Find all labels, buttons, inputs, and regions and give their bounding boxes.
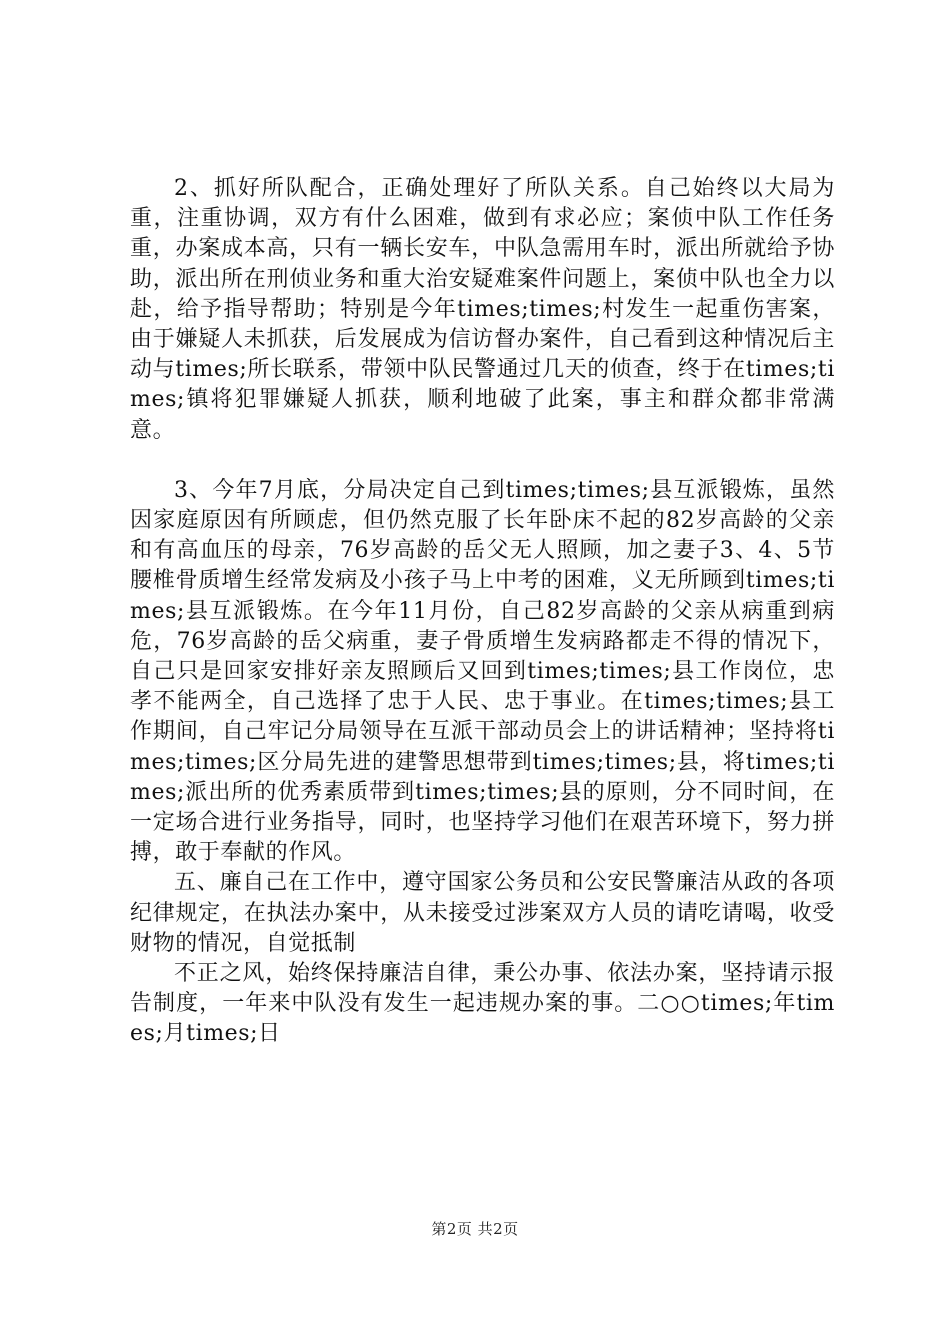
- paragraph-spacer: [130, 446, 835, 476]
- paragraph-exchange-training: 3、今年7月底，分局决定自己到times;times;县互派锻炼，虽然因家庭原因有所顾虑，但仍然克服了长年卧床不起的82岁高龄的父亲和有高血压的母亲，76岁高龄的岳父无人照顾，加之妻子3、4、5节腰椎骨质增生经常发病及小孩子马上中考的困难，义无所顾到times;times;县互派锻炼。在今年11月份，自己82岁高龄的父亲从病重到病危，76岁高龄的岳父病重，妻子骨质增生发病路都走不得的情况下，自己只是回家安排好亲友照顾后又回到times;times;县工作岗位，忠孝不能两全，自己选择了忠于人民、忠于事业。在times;times;县工作期间，自己牢记分局领导在互派干部动员会上的讲话精神；坚持将times;times;区分局先进的建警思想带到times;times;县，将times;times;派出所的优秀素质带到times;times;县的原则，分不同时间，在一定场合进行业务指导，同时，也坚持学习他们在艰苦环境下，努力拼搏，敢于奉献的作风。: [130, 477, 835, 866]
- paragraph-integrity: 五、廉自己在工作中，遵守国家公务员和公安民警廉洁从政的各项纪律规定，在执法办案中，从未接受过涉案双方人员的请吃请喝，收受财物的情况，自觉抵制: [130, 870, 835, 956]
- paragraph-cooperation: 2、抓好所队配合，正确处理好了所队关系。自己始终以大局为重，注重协调，双方有什么困难，做到有求必应；案侦中队工作任务重，办案成本高，只有一辆长安车，中队急需用车时，派出所就给予协助，派出所在刑侦业务和重大治安疑难案件问题上，案侦中队也全力以赴，给予指导帮助；特别是今年times;times;村发生一起重伤害案，由于嫌疑人未抓获，后发展成为信访督办案件，自己看到这种情况后主动与times;所长联系，带领中队民警通过几天的侦查，终于在times;times;镇将犯罪嫌疑人抓获，顺利地破了此案，事主和群众都非常满意。: [130, 176, 835, 443]
- page-footer: 第2页 共2页: [431, 1220, 519, 1238]
- paragraph-closing: 不正之风，始终保持廉洁自律，秉公办事、依法办案，坚持请示报告制度，一年来中队没有发生一起违规办案的事。二○○times;年times;月times;日: [130, 961, 835, 1047]
- document-body: [130, 174, 835, 1050]
